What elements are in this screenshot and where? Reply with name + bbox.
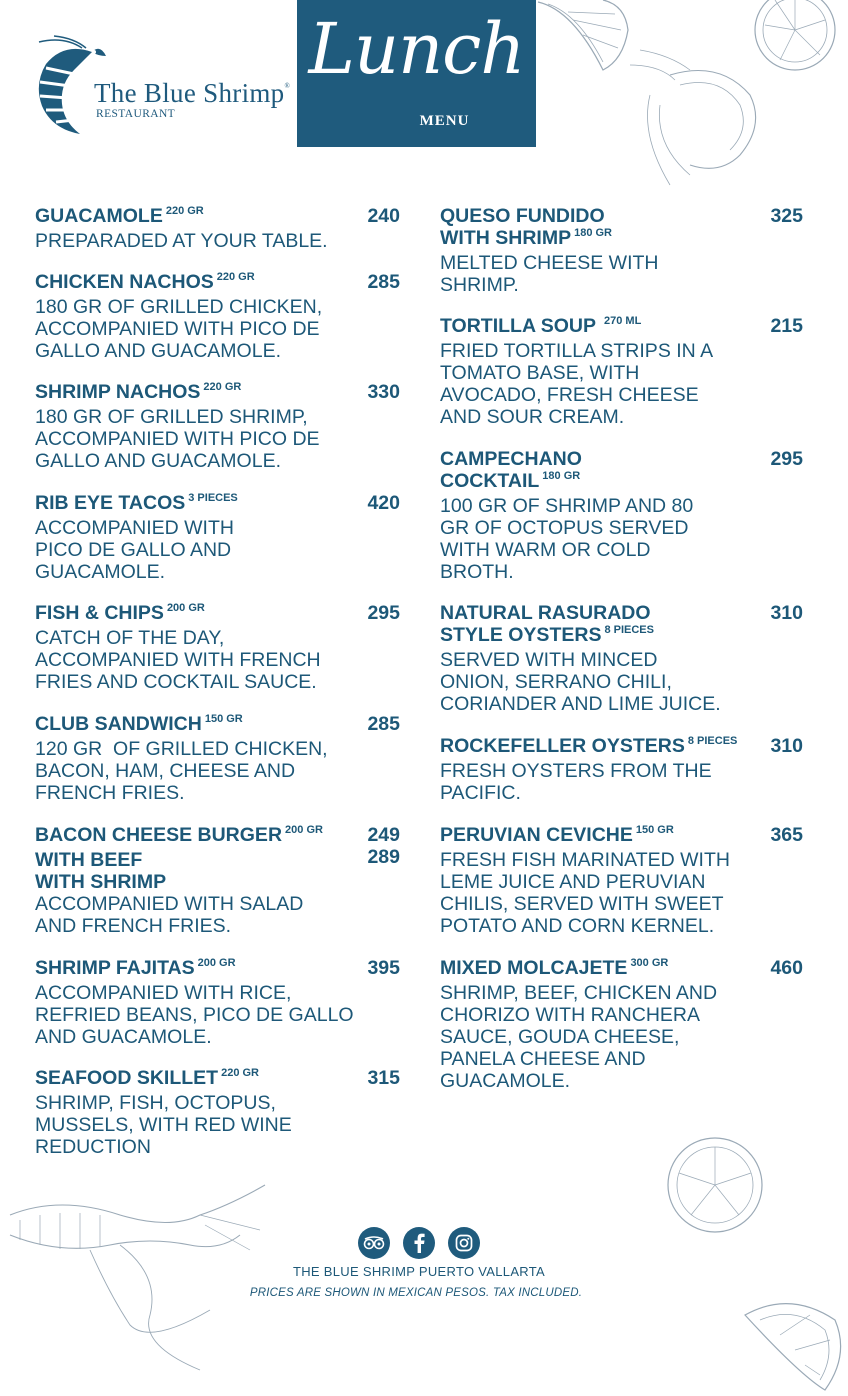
menu-item-shrimp-nachos: SHRIMP NACHOS $^{220 GR}$ 180 GR OF GRILLED SHRIMP, ACCOMPANIED WITH PICO DE GALLO AND GUACAMOLE. xyxy=(35,381,320,472)
item-name: GUACAMOLE $^{220 GR}$ xyxy=(35,205,204,227)
item-price: 285 xyxy=(367,713,400,735)
item-name: TORTILLA SOUP $^{270 ML}$ xyxy=(440,315,642,337)
item-variant-beef: WITH BEEF xyxy=(35,849,143,871)
lime-slice-illustration xyxy=(740,1295,848,1396)
price-note: PRICES ARE SHOWN IN MEXICAN PESOS. TAX INCLUDED. xyxy=(249,1287,583,1299)
item-price: 420 xyxy=(367,492,400,514)
menu-item-rasurado-oysters: NATURAL RASURADO STYLE OYSTERS $^{8 PIECES}$ SERVED WITH MINCED ONION, SERRANO CHILI, CORIANDER AND LIME JUICE. xyxy=(440,602,721,715)
menu-item-peruvian-ceviche: PERUVIAN CEVICHE $^{150 GR}$ FRESH FISH MARINATED WITH LEME JUICE AND PERUVIAN CHILIS, SERVED WITH SWEET POTATO AND CORN KERNEL. xyxy=(440,824,730,937)
menu-item-queso-fundido: QUESO FUNDIDO WITH SHRIMP $^{180 GR}$ MELTED CHEESE WITH SHRIMP. xyxy=(440,205,659,296)
footer-title: THE BLUE SHRIMP PUERTO VALLARTA xyxy=(292,1264,546,1279)
brand-name: The Blue Shrimp® xyxy=(94,78,291,108)
item-price: 315 xyxy=(367,1067,400,1089)
tripadvisor-icon[interactable] xyxy=(358,1227,390,1259)
item-price: 295 xyxy=(770,448,803,470)
item-name: FISH & CHIPS $^{200 GR}$ xyxy=(35,602,205,624)
menu-item-club-sandwich: CLUB SANDWICH $^{150 GR}$ 120 GR OF GRILLED CHICKEN, BACON, HAM, CHEESE AND FRENCH FRIES. xyxy=(35,713,328,804)
item-name: MIXED MOLCAJETE $^{300 GR}$ xyxy=(440,957,669,979)
item-name: ROCKEFELLER OYSTERS $^{8 PIECES}$ xyxy=(440,735,738,757)
item-name-line2: STYLE OYSTERS $^{8 PIECES}$ xyxy=(440,624,654,646)
item-name: PERUVIAN CEVICHE $^{150 GR}$ xyxy=(440,824,674,846)
page-title: Lunch xyxy=(308,8,525,90)
item-price-shrimp: 289 xyxy=(367,846,400,868)
item-name: SHRIMP NACHOS $^{220 GR}$ xyxy=(35,381,242,403)
menu-item-mixed-molcajete: MIXED MOLCAJETE $^{300 GR}$ SHRIMP, BEEF, CHICKEN AND CHORIZO WITH RANCHERA SAUCE, GOUDA CHEESE, PANELA CHEESE AND GUACAMOLE. xyxy=(440,957,718,1092)
menu-item-rockefeller-oysters: ROCKEFELLER OYSTERS $^{8 PIECES}$ FRESH OYSTERS FROM THE PACIFIC. xyxy=(440,735,738,804)
item-price-beef: 249 xyxy=(367,824,400,846)
item-name: SEAFOOD SKILLET $^{220 GR}$ xyxy=(35,1067,260,1089)
item-name: CAMPECHANO xyxy=(440,448,582,470)
item-name: BACON CHEESE BURGER $^{200 GR}$ xyxy=(35,824,323,846)
menu-item-guacamole xyxy=(35,205,328,252)
item-price: 365 xyxy=(770,824,803,846)
restaurant-logo xyxy=(34,34,294,136)
item-price: 330 xyxy=(367,381,400,403)
item-price: 460 xyxy=(770,957,803,979)
brand-subtitle: RESTAURANT xyxy=(96,108,176,120)
item-desc: PREPARADED AT YOUR TABLE. xyxy=(35,230,328,252)
instagram-icon[interactable] xyxy=(448,1227,480,1259)
menu-item-seafood-skillet: SEAFOOD SKILLET $^{220 GR}$ SHRIMP, FISH, OCTOPUS, MUSSELS, WITH RED WINE REDUCTION xyxy=(35,1067,292,1158)
item-price: 310 xyxy=(770,735,803,757)
lunch-header xyxy=(297,0,536,147)
item-name: CLUB SANDWICH $^{150 GR}$ xyxy=(35,713,243,735)
item-price: 285 xyxy=(367,271,400,293)
menu-item-fish-and-chips: FISH & CHIPS $^{200 GR}$ CATCH OF THE DAY, ACCOMPANIED WITH FRENCH FRIES AND COCKTAIL SAUCE. xyxy=(35,602,321,693)
item-price: 395 xyxy=(367,957,400,979)
shrimp-illustration xyxy=(630,45,780,195)
page-subtitle: MENU xyxy=(419,113,470,129)
item-price: 240 xyxy=(367,205,400,227)
item-name: NATURAL RASURADO xyxy=(440,602,651,624)
item-name: QUESO FUNDIDO xyxy=(440,205,605,227)
lime-slice-illustration xyxy=(533,0,633,80)
item-name: SHRIMP FAJITAS $^{200 GR}$ xyxy=(35,957,236,979)
menu-item-campechano-cocktail: CAMPECHANO COCKTAIL $^{180 GR}$ 100 GR OF SHRIMP AND 80 GR OF OCTOPUS SERVED WITH WARM OR COLD BROTH. xyxy=(440,448,694,583)
item-variant-shrimp: WITH SHRIMP xyxy=(35,871,167,893)
item-price: 325 xyxy=(770,205,803,227)
menu-item-shrimp-fajitas: SHRIMP FAJITAS $^{200 GR}$ ACCOMPANIED WITH RICE, REFRIED BEANS, PICO DE GALLO AND GUACAMOLE. xyxy=(35,957,354,1048)
lime-slice-illustration xyxy=(665,1135,765,1235)
item-price: 310 xyxy=(770,602,803,624)
item-name: RIB EYE TACOS $^{3 PIECES}$ xyxy=(35,492,238,514)
item-name: CHICKEN NACHOS $^{220 GR}$ xyxy=(35,271,255,293)
menu-item-tortilla-soup: TORTILLA SOUP $^{270 ML}$ FRIED TORTILLA STRIPS IN A TOMATO BASE, WITH AVOCADO, FRESH CHEESE AND SOUR CREAM. xyxy=(440,315,714,428)
facebook-icon[interactable] xyxy=(403,1227,435,1259)
menu-item-bacon-cheese-burger: BACON CHEESE BURGER $^{200 GR}$ WITH BEEF WITH SHRIMP ACCOMPANIED WITH SALAD AND FRENCH FRIES. xyxy=(35,824,323,937)
item-name-line2: COCKTAIL $^{180 GR}$ xyxy=(440,470,581,492)
item-name-line2: WITH SHRIMP $^{180 GR}$ xyxy=(440,227,612,249)
menu-item-chicken-nachos: CHICKEN NACHOS $^{220 GR}$ 180 GR OF GRILLED CHICKEN, ACCOMPANIED WITH PICO DE GALLO AND GUACAMOLE. xyxy=(35,271,323,362)
item-price: 215 xyxy=(770,315,803,337)
menu-item-rib-eye-tacos: RIB EYE TACOS $^{3 PIECES}$ ACCOMPANIED WITH PICO DE GALLO AND GUACAMOLE. xyxy=(35,492,238,583)
item-price: 295 xyxy=(367,602,400,624)
